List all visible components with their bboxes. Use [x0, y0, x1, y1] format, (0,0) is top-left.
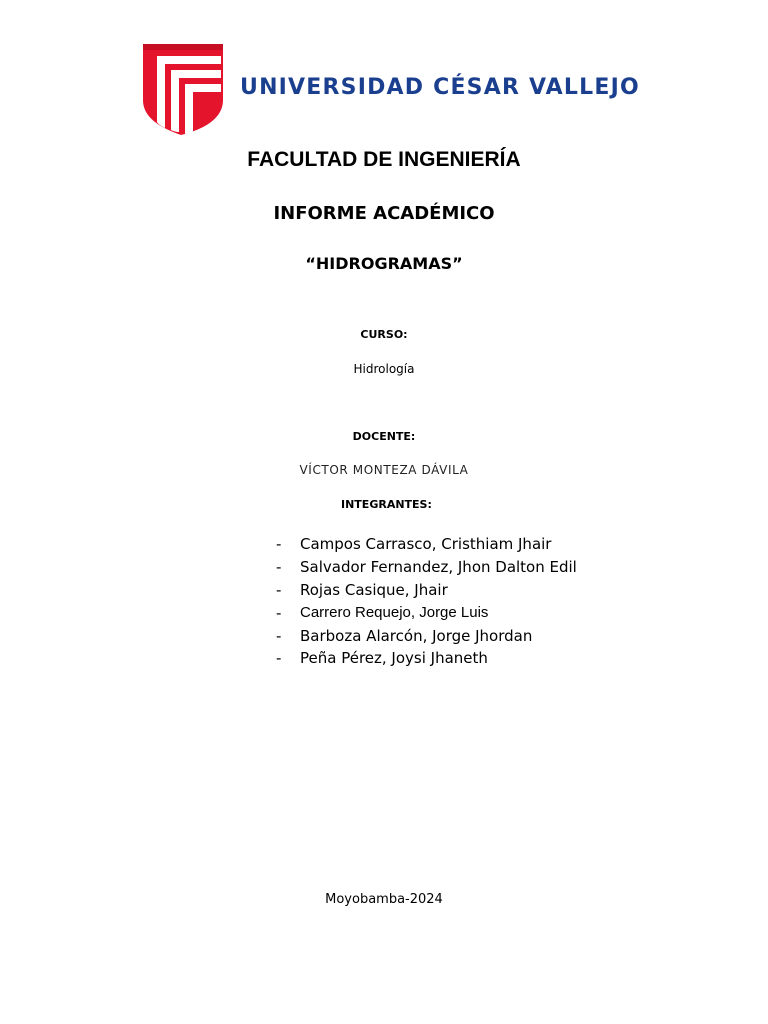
place-and-year: Moyobamba-2024: [325, 892, 443, 907]
list-bullet: -: [276, 580, 282, 599]
list-bullet: -: [276, 649, 282, 668]
faculty-title: FACULTAD DE INGENIERÍA: [247, 148, 521, 171]
list-bullet: -: [276, 603, 282, 622]
member-name: Salvador Fernandez, Jhon Dalton Edil: [300, 557, 577, 576]
member-name: Campos Carrasco, Cristhiam Jhair: [300, 535, 552, 553]
teacher-label: DOCENTE:: [352, 430, 416, 443]
university-shield-logo: [141, 42, 225, 136]
course-label: CURSO:: [360, 328, 408, 341]
members-label: INTEGRANTES:: [341, 498, 432, 511]
member-name: Barboza Alarcón, Jorge Jhordan: [300, 626, 533, 645]
report-type: INFORME ACADÉMICO: [273, 203, 495, 224]
member-name: Carrero Requejo, Jorge Luis: [300, 603, 489, 621]
list-bullet: -: [276, 535, 282, 553]
member-name: Rojas Casique, Jhair: [300, 580, 448, 599]
list-bullet: -: [276, 557, 282, 576]
university-name: UNIVERSIDAD CÉSAR VALLEJO: [240, 75, 640, 100]
report-title: “HIDROGRAMAS”: [305, 254, 463, 273]
member-name: Peña Pérez, Joysi Jhaneth: [300, 649, 488, 668]
university-logo: [141, 42, 640, 136]
list-bullet: -: [276, 626, 282, 645]
course-value: Hidrología: [353, 362, 415, 376]
teacher-value: VÍCTOR MONTEZA DÁVILA: [299, 463, 469, 477]
